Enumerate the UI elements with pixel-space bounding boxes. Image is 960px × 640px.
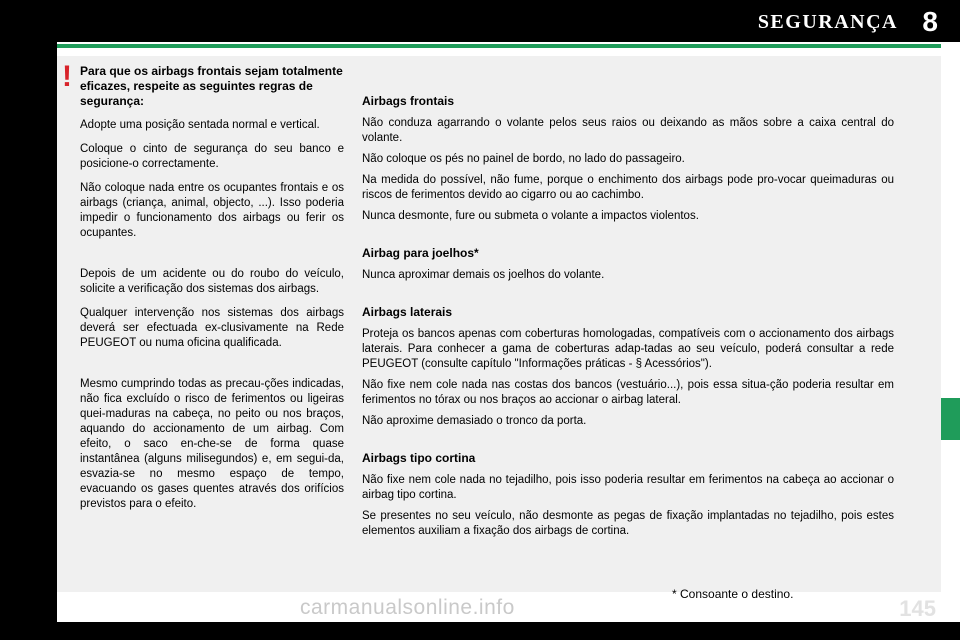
left-paragraph: Adopte uma posição sentada normal e vertical. <box>80 119 320 131</box>
left-column <box>80 64 344 521</box>
section-airbags-laterais <box>362 305 894 429</box>
section-title: Airbags frontais <box>362 94 455 108</box>
section-paragraph: Não fixe nem cole nada nas costas dos bancos (vestuário...), pois essa situa-ção poderia resultar em ferimentos no tórax ou nos braços ao accionar o airbag lateral. <box>362 379 894 406</box>
green-divider <box>57 44 941 48</box>
section-airbags-frontais <box>362 94 894 224</box>
section-title: Airbag para joelhos* <box>362 246 479 260</box>
section-title: Airbags laterais <box>362 305 453 319</box>
section-title: Airbags tipo cortina <box>362 451 476 465</box>
watermark: carmanualsonline.info <box>300 596 515 619</box>
right-column <box>362 94 894 561</box>
left-paragraph: Qualquer intervenção nos sistemas dos airbags deverá ser efectuada ex-clusivamente na Rede PEUGEOT ou numa oficina qualificada. <box>80 307 344 349</box>
section-paragraph: Não aproxime demasiado o tronco da porta. <box>362 415 587 427</box>
footnote: * Consoante o destino. <box>672 587 794 601</box>
section-paragraph: Não fixe nem cole nada no tejadilho, pois isso poderia resultar em ferimentos na cabeça ao accionar o airbag tipo cortina. <box>362 474 894 501</box>
left-column-headline: Para que os airbags frontais sejam totalmente eficazes, respeite as seguintes regras de segurança: <box>80 64 343 108</box>
bottom-margin-strip <box>0 622 960 640</box>
chapter-tab <box>941 398 960 440</box>
left-paragraph: Depois de um acidente ou do roubo do veículo, solicite a verificação dos sistemas dos airbags. <box>80 268 344 295</box>
section-airbags-cortina <box>362 451 894 539</box>
section-airbag-joelhos <box>362 246 894 283</box>
chapter-number: 8 <box>922 6 938 37</box>
section-paragraph: Na medida do possível, não fume, porque o enchimento dos airbags pode pro-vocar queimaduras ou riscos de ferimentos devido ao cigarro ou ao cachimbo. <box>362 174 894 201</box>
left-paragraph: Mesmo cumprindo todas as precau-ções indicadas, não fica excluído o risco de ferimentos ou ligeiras quei-maduras na cabeça, no peito ou nos braços, aquando do accionamento de um airbag. Com efeito, o saco en-che-se de forma quase instantânea (alguns milisegundos) e, em segui-da, esvazia-se no mesmo espaço de tempo, evacuando os gases quentes através dos orifícios previstos para o efeito. <box>80 378 344 510</box>
warning-icon: ! <box>62 60 72 93</box>
left-paragraph: Não coloque nada entre os ocupantes frontais e os airbags (criança, animal, objecto, ...). Isso poderia impedir o funcionamento dos airbags ou ferir os ocupantes. <box>80 182 344 239</box>
section-paragraph: Nunca desmonte, fure ou submeta o volante a impactos violentos. <box>362 210 699 222</box>
left-paragraph: Coloque o cinto de segurança do seu banco e posicione-o correctamente. <box>80 143 344 170</box>
section-paragraph: Não conduza agarrando o volante pelos seus raios ou deixando as mãos sobre a caixa central do volante. <box>362 117 894 144</box>
section-paragraph: Nunca aproximar demais os joelhos do volante. <box>362 269 605 281</box>
page-number: 145 <box>899 596 936 621</box>
section-paragraph: Proteja os bancos apenas com coberturas homologadas, compatíveis com o accionamento dos airbags laterais. Para conhecer a gama de coberturas adap-tadas ao seu veículo, poderá consultar a rede PEUGEOT (consulte capítulo "Informações práticas - § Acessórios"). <box>362 328 894 370</box>
section-paragraph: Se presentes no seu veículo, não desmonte as pegas de fixação implantadas no tejadilho, pois estes elementos auxiliam a fixação dos airbags de cortina. <box>362 510 894 537</box>
left-margin-strip <box>0 0 57 640</box>
page-title: SEGURANÇA <box>757 11 898 33</box>
header-bar <box>0 0 960 42</box>
section-paragraph: Não coloque os pés no painel de bordo, no lado do passageiro. <box>362 153 685 165</box>
